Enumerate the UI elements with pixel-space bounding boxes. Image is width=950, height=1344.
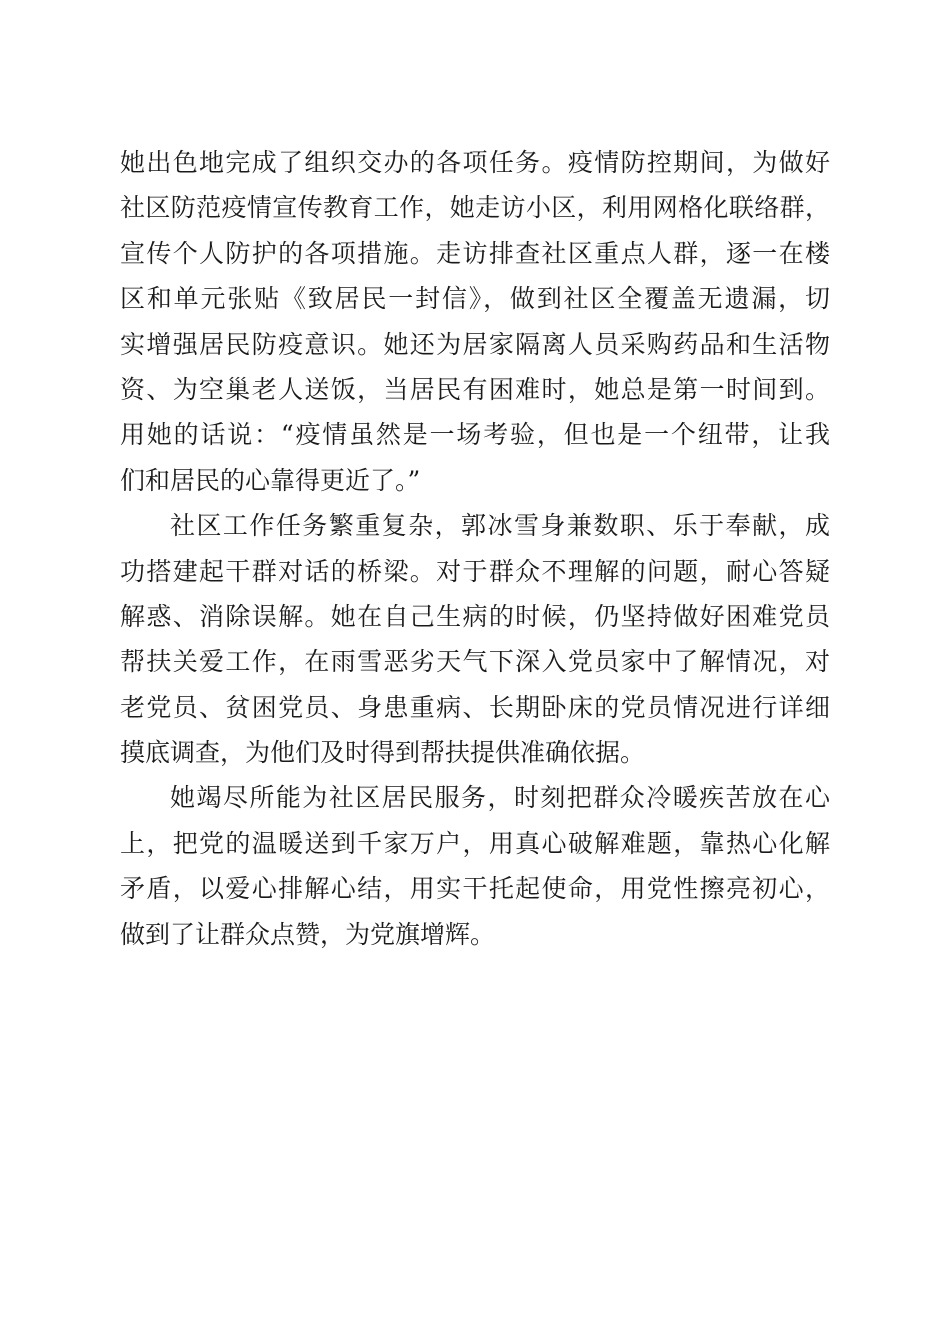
text-line: 上，把党的温暖送到千家万户，用真心破解难题，靠热心化解 xyxy=(120,828,830,858)
text-line: 资、为空巢老人送饭，当居民有困难时，她总是第一时间到。 xyxy=(120,374,830,404)
text-line: 区和单元张贴《致居民一封信》，做到社区全覆盖无遗漏，切 xyxy=(120,284,830,314)
paragraph-3 xyxy=(120,775,830,957)
text-line: 解惑、消除误解。她在自己生病的时候，仍坚持做好困难党员 xyxy=(120,601,830,631)
paragraph-2 xyxy=(120,503,830,775)
text-line: 宣传个人防护的各项措施。走访排查社区重点人群，逐一在楼 xyxy=(120,238,830,268)
text-line: 社区防范疫情宣传教育工作，她走访小区，利用网格化联络群， xyxy=(120,193,830,223)
text-line: 们和居民的心靠得更近了。” xyxy=(120,465,421,495)
text-line: 帮扶关爱工作，在雨雪恶劣天气下深入党员家中了解情况，对 xyxy=(120,647,830,677)
body-text xyxy=(120,140,830,957)
paragraph-1 xyxy=(120,140,830,503)
text-line: 她竭尽所能为社区居民服务，时刻把群众冷暖疾苦放在心 xyxy=(170,783,830,813)
text-line: 功搭建起干群对话的桥梁。对于群众不理解的问题，耐心答疑 xyxy=(120,556,830,586)
text-line: 实增强居民防疫意识。她还为居家隔离人员采购药品和生活物 xyxy=(120,329,830,359)
text-line: 社区工作任务繁重复杂，郭冰雪身兼数职、乐于奉献，成 xyxy=(170,511,830,541)
text-line: 做到了让群众点赞，为党旗增辉。 xyxy=(120,919,496,949)
text-line: 矛盾，以爱心排解心结，用实干托起使命，用党性擦亮初心， xyxy=(120,874,830,904)
text-line: 她出色地完成了组织交办的各项任务。疫情防控期间，为做好 xyxy=(120,148,830,177)
text-line: 老党员、贫困党员、身患重病、长期卧床的党员情况进行详细 xyxy=(120,692,830,722)
text-line: 用她的话说：“疫情虽然是一场考验，但也是一个纽带，让我 xyxy=(120,420,830,450)
text-line: 摸底调查，为他们及时得到帮扶提供准确依据。 xyxy=(120,738,646,768)
